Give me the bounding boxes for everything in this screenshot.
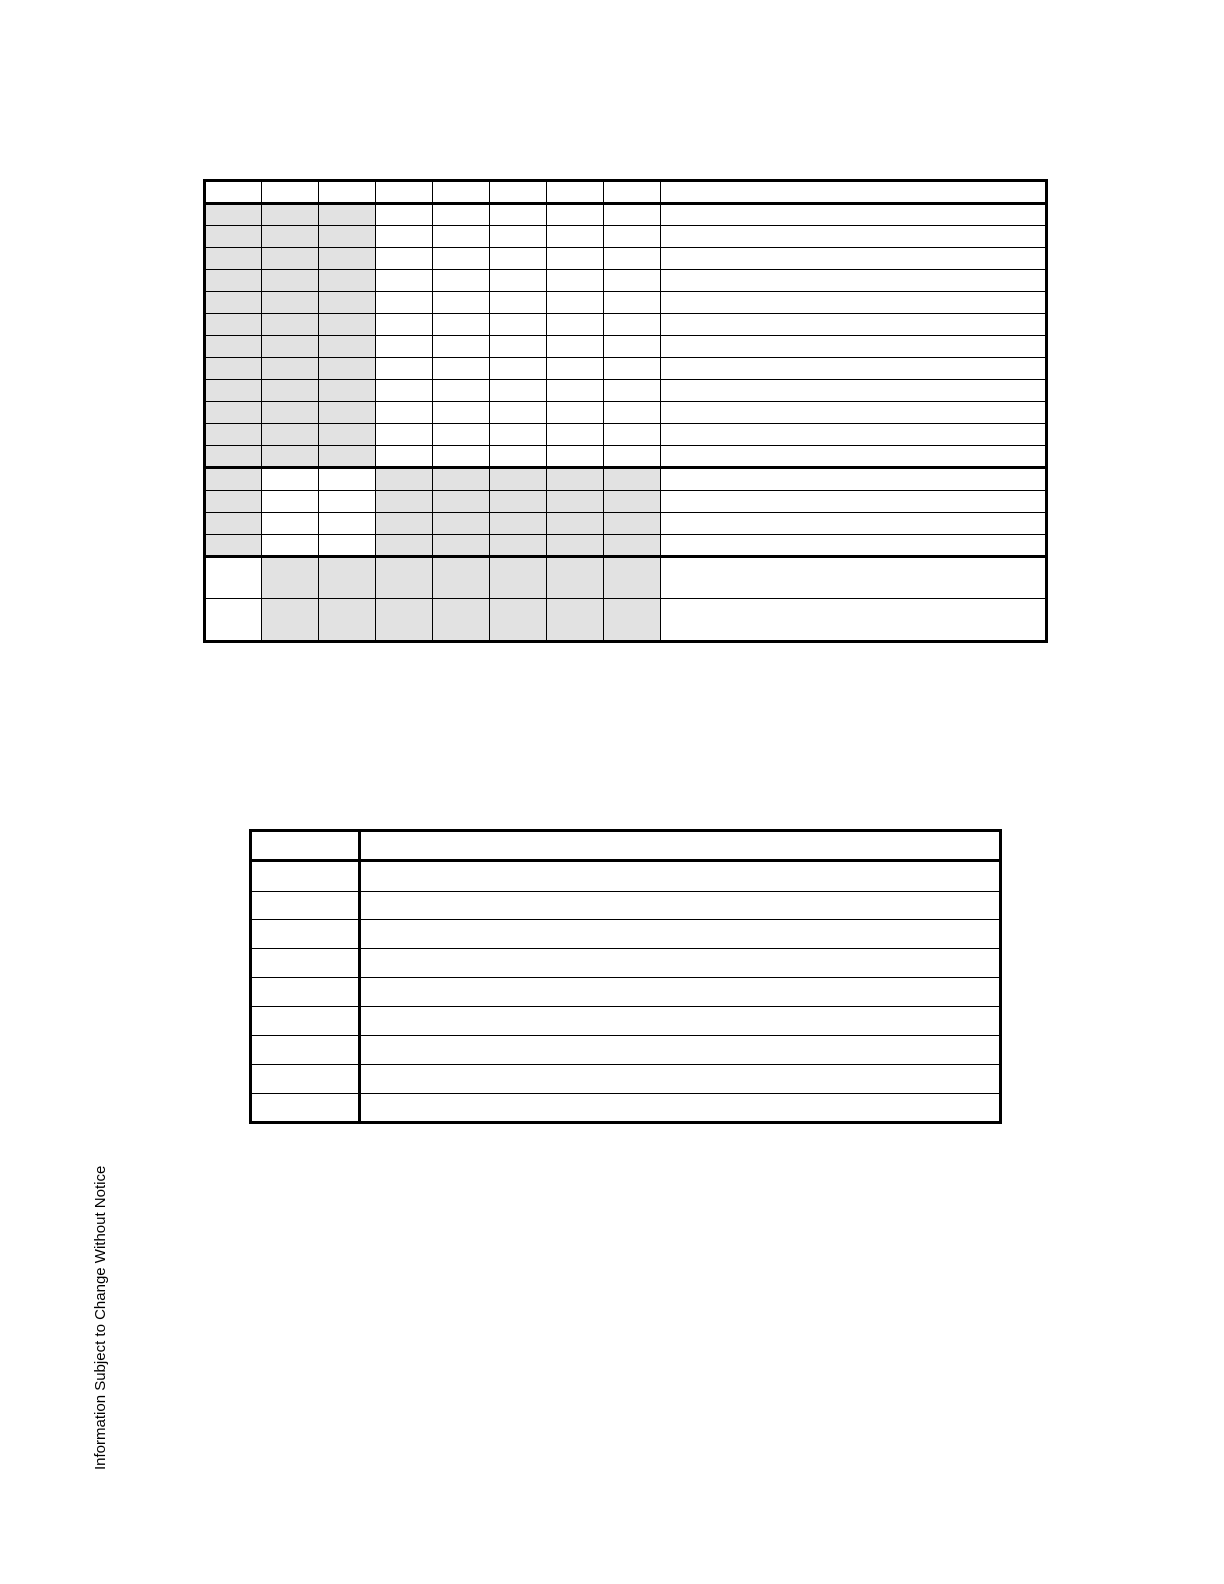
table-cell xyxy=(319,513,376,535)
table-cell xyxy=(319,446,376,468)
table-cell xyxy=(376,491,433,513)
table-cell xyxy=(360,978,1001,1007)
table-cell xyxy=(205,314,262,336)
table-cell xyxy=(547,424,604,446)
table-cell xyxy=(547,226,604,248)
table-cell xyxy=(490,358,547,380)
table-cell xyxy=(360,1094,1001,1123)
table-cell xyxy=(433,424,490,446)
table-cell xyxy=(661,248,1047,270)
table-cell xyxy=(433,402,490,424)
table-cell xyxy=(262,248,319,270)
table-cell xyxy=(319,535,376,557)
table-cell xyxy=(360,831,1001,861)
table-cell xyxy=(433,248,490,270)
table-cell xyxy=(205,491,262,513)
table-cell xyxy=(262,491,319,513)
table-cell xyxy=(490,380,547,402)
table-cell xyxy=(604,270,661,292)
table-cell xyxy=(661,181,1047,204)
table-cell xyxy=(490,557,547,599)
table-cell xyxy=(319,402,376,424)
table-cell xyxy=(360,892,1001,920)
table-cell xyxy=(547,513,604,535)
table-cell xyxy=(604,204,661,226)
table-cell xyxy=(205,336,262,358)
table-cell xyxy=(661,314,1047,336)
table-cell xyxy=(490,336,547,358)
table-row xyxy=(251,1036,1001,1065)
table-cell xyxy=(205,248,262,270)
table-cell xyxy=(376,599,433,642)
table-cell xyxy=(490,513,547,535)
table-cell xyxy=(251,1065,360,1094)
table-cell xyxy=(433,181,490,204)
table-cell xyxy=(661,468,1047,491)
table-cell xyxy=(490,599,547,642)
table-cell xyxy=(661,358,1047,380)
table-cell xyxy=(604,248,661,270)
table-cell xyxy=(433,535,490,557)
table-cell xyxy=(360,861,1001,892)
table-cell xyxy=(205,468,262,491)
table-cell xyxy=(205,380,262,402)
table-cell xyxy=(251,1094,360,1123)
table-cell xyxy=(205,424,262,446)
table-cell xyxy=(433,468,490,491)
table-cell xyxy=(376,402,433,424)
table-cell xyxy=(205,599,262,642)
table-cell xyxy=(490,226,547,248)
table-cell xyxy=(360,1036,1001,1065)
table-cell xyxy=(490,181,547,204)
table-cell xyxy=(604,314,661,336)
table-row xyxy=(205,358,1047,380)
table-cell xyxy=(547,402,604,424)
table-cell xyxy=(205,270,262,292)
table-cell xyxy=(547,491,604,513)
table-cell xyxy=(360,949,1001,978)
table-row xyxy=(205,336,1047,358)
table-cell xyxy=(319,314,376,336)
table-cell xyxy=(661,424,1047,446)
table-cell xyxy=(547,358,604,380)
table-cell xyxy=(319,380,376,402)
table-cell xyxy=(433,292,490,314)
table-cell xyxy=(251,892,360,920)
table-cell xyxy=(205,513,262,535)
table-cell xyxy=(547,599,604,642)
table-cell xyxy=(490,468,547,491)
table-cell xyxy=(262,336,319,358)
table-row xyxy=(205,204,1047,226)
table-cell xyxy=(433,380,490,402)
table-cell xyxy=(604,491,661,513)
table-cell xyxy=(319,358,376,380)
table-row xyxy=(205,557,1047,599)
table-cell xyxy=(661,292,1047,314)
table-cell xyxy=(251,949,360,978)
table-cell xyxy=(319,557,376,599)
table-row xyxy=(251,1065,1001,1094)
table-cell xyxy=(376,248,433,270)
table-cell xyxy=(547,314,604,336)
table-cell xyxy=(205,557,262,599)
table-cell xyxy=(319,491,376,513)
table-cell xyxy=(547,446,604,468)
table-cell xyxy=(547,204,604,226)
table-cell xyxy=(376,314,433,336)
table-cell xyxy=(547,270,604,292)
table-cell xyxy=(547,535,604,557)
table-cell xyxy=(205,535,262,557)
table-cell xyxy=(376,336,433,358)
table-row xyxy=(205,248,1047,270)
table-cell xyxy=(490,424,547,446)
table-cell xyxy=(433,314,490,336)
table-cell xyxy=(604,292,661,314)
table-cell xyxy=(661,204,1047,226)
table-row xyxy=(251,861,1001,892)
table-cell xyxy=(205,358,262,380)
table-row xyxy=(205,599,1047,642)
table-cell xyxy=(360,920,1001,949)
table-cell xyxy=(262,468,319,491)
table-cell xyxy=(661,513,1047,535)
table-cell xyxy=(376,270,433,292)
table-cell xyxy=(433,204,490,226)
table-cell xyxy=(490,314,547,336)
table-cell xyxy=(547,181,604,204)
table-cell xyxy=(376,181,433,204)
table-row xyxy=(205,446,1047,468)
table-row xyxy=(205,314,1047,336)
table-cell xyxy=(661,380,1047,402)
table-header-row xyxy=(205,181,1047,204)
table-cell xyxy=(433,270,490,292)
table-cell xyxy=(262,535,319,557)
table-cell xyxy=(360,1007,1001,1036)
table-cell xyxy=(376,468,433,491)
table-row xyxy=(205,226,1047,248)
table-cell xyxy=(262,402,319,424)
table-cell xyxy=(604,226,661,248)
table-cell xyxy=(547,292,604,314)
table-cell xyxy=(433,226,490,248)
table-cell xyxy=(547,557,604,599)
table-cell xyxy=(604,535,661,557)
table-cell xyxy=(205,204,262,226)
table-cell xyxy=(433,599,490,642)
table-cell xyxy=(319,292,376,314)
table-cell xyxy=(251,1007,360,1036)
table-row xyxy=(205,292,1047,314)
table-cell xyxy=(262,270,319,292)
table-cell xyxy=(262,204,319,226)
table-cell xyxy=(376,380,433,402)
table-cell xyxy=(604,402,661,424)
table-cell xyxy=(262,292,319,314)
table-cell xyxy=(319,336,376,358)
table-cell xyxy=(205,181,262,204)
table-cell xyxy=(376,446,433,468)
table-cell xyxy=(547,468,604,491)
table-row xyxy=(205,270,1047,292)
table-row xyxy=(205,380,1047,402)
table-row xyxy=(205,513,1047,535)
table-cell xyxy=(490,270,547,292)
table-cell xyxy=(319,270,376,292)
table-cell xyxy=(604,446,661,468)
table-cell xyxy=(433,358,490,380)
table-cell xyxy=(661,226,1047,248)
table-cell xyxy=(604,336,661,358)
table-cell xyxy=(251,831,360,861)
table-cell xyxy=(262,314,319,336)
table-row xyxy=(251,1094,1001,1123)
table-cell xyxy=(319,181,376,204)
table-row xyxy=(251,892,1001,920)
table-cell xyxy=(604,358,661,380)
table-cell xyxy=(205,292,262,314)
table-cell xyxy=(433,513,490,535)
table-cell xyxy=(604,599,661,642)
table-cell xyxy=(490,491,547,513)
table-cell xyxy=(262,446,319,468)
table-row xyxy=(205,535,1047,557)
table-cell xyxy=(262,513,319,535)
table-cell xyxy=(604,181,661,204)
table-cell xyxy=(319,424,376,446)
table-cell xyxy=(319,599,376,642)
table-cell xyxy=(433,491,490,513)
table-cell xyxy=(547,248,604,270)
table-cell xyxy=(490,535,547,557)
table-cell xyxy=(262,380,319,402)
description-table xyxy=(249,829,1002,1124)
table-cell xyxy=(376,535,433,557)
table-cell xyxy=(604,557,661,599)
table-cell xyxy=(661,557,1047,599)
table-row xyxy=(205,402,1047,424)
table-cell xyxy=(251,978,360,1007)
table-cell xyxy=(205,402,262,424)
table-cell xyxy=(251,1036,360,1065)
table-cell xyxy=(251,861,360,892)
table-cell xyxy=(319,248,376,270)
table-cell xyxy=(319,468,376,491)
table-cell xyxy=(433,557,490,599)
table-cell xyxy=(661,491,1047,513)
table-cell xyxy=(319,226,376,248)
table-cell xyxy=(262,424,319,446)
table-cell xyxy=(262,557,319,599)
table-row xyxy=(205,468,1047,491)
table-row xyxy=(251,920,1001,949)
table-cell xyxy=(661,402,1047,424)
table-cell xyxy=(604,513,661,535)
table-cell xyxy=(490,248,547,270)
table-cell xyxy=(604,468,661,491)
table-cell xyxy=(376,513,433,535)
table-cell xyxy=(376,226,433,248)
table-row xyxy=(251,978,1001,1007)
table-row xyxy=(251,949,1001,978)
table-cell xyxy=(433,446,490,468)
table-header-row xyxy=(251,831,1001,861)
table-cell xyxy=(661,599,1047,642)
table-cell xyxy=(205,446,262,468)
table-cell xyxy=(262,226,319,248)
table-cell xyxy=(547,336,604,358)
table-cell xyxy=(262,181,319,204)
table-cell xyxy=(490,402,547,424)
table-cell xyxy=(490,292,547,314)
table-cell xyxy=(262,358,319,380)
table-cell xyxy=(376,424,433,446)
table-cell xyxy=(661,446,1047,468)
table-cell xyxy=(490,446,547,468)
table-cell xyxy=(205,226,262,248)
table-row xyxy=(251,1007,1001,1036)
table-cell xyxy=(360,1065,1001,1094)
table-cell xyxy=(604,424,661,446)
table-cell xyxy=(433,336,490,358)
table-cell xyxy=(604,380,661,402)
table-cell xyxy=(661,336,1047,358)
table-cell xyxy=(319,204,376,226)
table-cell xyxy=(251,920,360,949)
table-row xyxy=(205,424,1047,446)
table-cell xyxy=(490,204,547,226)
table-cell xyxy=(376,358,433,380)
side-note: Information Subject to Change Without Notice xyxy=(92,1165,109,1470)
register-bit-table xyxy=(203,179,1048,643)
table-cell xyxy=(376,204,433,226)
table-cell xyxy=(376,292,433,314)
table-cell xyxy=(661,535,1047,557)
table-row xyxy=(205,491,1047,513)
table-cell xyxy=(376,557,433,599)
table-cell xyxy=(547,380,604,402)
table-cell xyxy=(661,270,1047,292)
table-cell xyxy=(262,599,319,642)
